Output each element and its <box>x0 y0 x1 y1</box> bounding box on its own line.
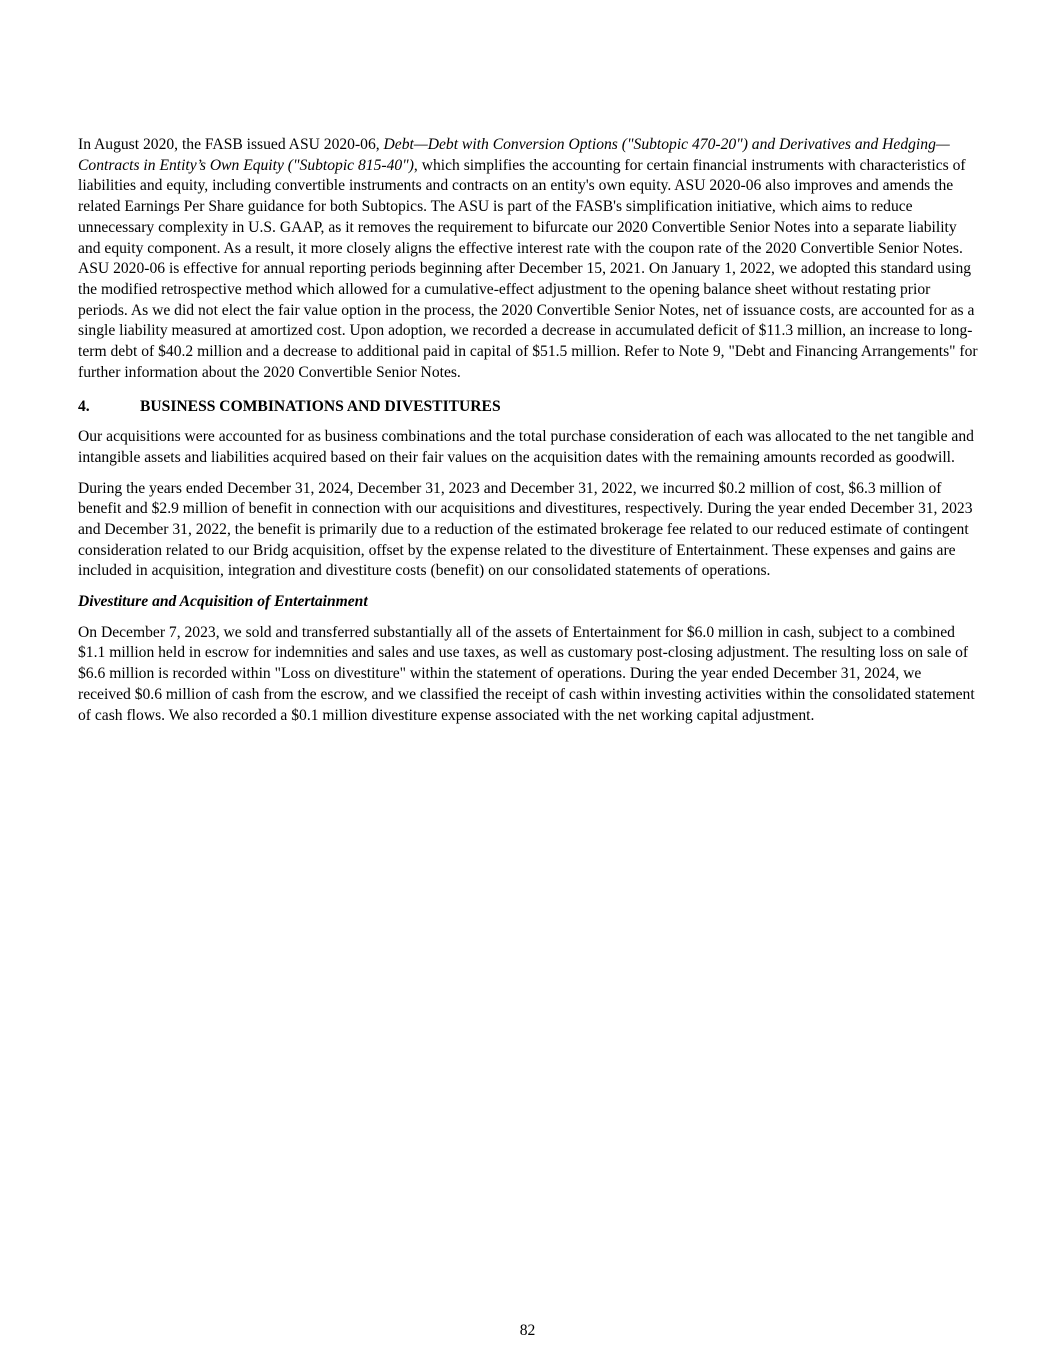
document-page <box>78 135 978 736</box>
asu-2020-06-paragraph <box>78 135 978 383</box>
section-heading <box>78 397 978 418</box>
asu-paragraph-lead: In August 2020, the FASB issued ASU 2020-06, <box>78 136 384 153</box>
asu-paragraph-italic-title: Debt—Debt with Conversion Options ("Subtopic 470-20") and Derivatives and Hedging—Contracts in Entity’s Own Equity ("Subtopic 815-40") <box>78 136 950 174</box>
section-number: 4. <box>78 398 90 416</box>
asu-paragraph-rest: , which simplifies the accounting for certain financial instruments with characteristics of liabilities and equity, including convertible instruments and contracts on an entity's own equity. ASU 2020-06 also improves and amends the related Earnings Per Share guidance for both Subtopics. The ASU is part of the FASB's simplification initiative, which aims to reduce unnecessary complexity in U.S. GAAP, as it removes the requirement to bifurcate our 2020 Convertible Senior Notes into a separate liability and equity component. As a result, it more closely aligns the effective interest rate with the coupon rate of the 2020 Convertible Senior Notes. ASU 2020-06 is effective for annual reporting periods beginning after December 15, 2021. On January 1, 2022, we adopted this standard using the modified retrospective method which allowed for a cumulative-effect adjustment to the opening balance sheet without restating prior periods. As we did not elect the fair value option in the process, the 2020 Convertible Senior Notes, net of issuance costs, are accounted for as a single liability measured at amortized cost. Upon adoption, we recorded a decrease in accumulated deficit of $11.3 million, an increase to long-term debt of $40.2 million and a decrease to additional paid in capital of $51.5 million. Refer to Note 9, "Debt and Financing Arrangements" for further information about the 2020 Convertible Senior Notes. <box>78 156 978 381</box>
section-paragraph-acquisitions: Our acquisitions were accounted for as business combinations and the total purchase consideration of each was allocated to the net tangible and intangible assets and liabilities acquired based on their fair values on the acquisition dates with the remaining amounts recorded as goodwill. <box>78 428 974 466</box>
subsection-paragraph-entertainment: On December 7, 2023, we sold and transferred substantially all of the assets of Entertainment for $6.0 million in cash, subject to a combined $1.1 million held in escrow for indemnities and sales and use taxes, as well as customary post-closing adjustment. The resulting loss on sale of $6.6 million is recorded within "Loss on divestiture" within the statement of operations. During the year ended December 31, 2024, we received $0.6 million of cash from the escrow, and we classified the receipt of cash within investing activities within the consolidated statement of cash flows. We also recorded a $0.1 million divestiture expense associated with the net working capital adjustment. <box>78 623 975 724</box>
subsection-title: Divestiture and Acquisition of Entertainment <box>78 593 368 611</box>
section-paragraph-costs: During the years ended December 31, 2024, December 31, 2023 and December 31, 2022, we incurred $0.2 million of cost, $6.3 million of benefit and $2.9 million of benefit in connection with our acquisitions and divestitures, respectively. During the year ended December 31, 2023 and December 31, 2022, the benefit is primarily due to a reduction of the estimated brokerage fee related to our reduced estimate of contingent consideration related to our Bridg acquisition, offset by the expense related to the divestiture of Entertainment. These expenses and gains are included in acquisition, integration and divestiture costs (benefit) on our consolidated statements of operations. <box>78 479 973 580</box>
section-title: BUSINESS COMBINATIONS AND DIVESTITURES <box>140 398 501 416</box>
page-number: 82 <box>519 1322 536 1339</box>
